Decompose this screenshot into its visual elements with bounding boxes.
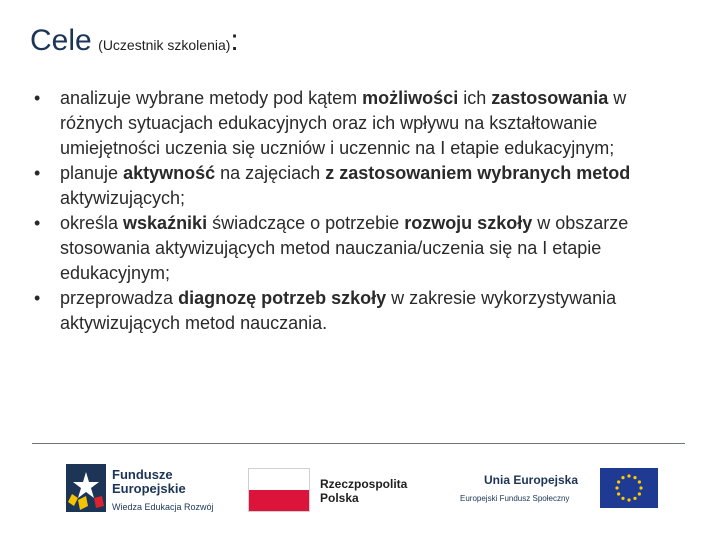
goal-item (34, 86, 674, 161)
goal-emphasis: możliwości (362, 88, 459, 108)
eu-star (633, 497, 636, 500)
unia-europejska-logo (458, 468, 662, 516)
goal-text: ich (458, 88, 492, 108)
eu-star (617, 492, 620, 495)
eu-star (638, 480, 641, 483)
goal-emphasis: aktywność (123, 163, 216, 183)
eu-star (621, 476, 624, 479)
rp-name (320, 477, 407, 505)
eu-star (633, 476, 636, 479)
goal-emphasis: wskaźniki (123, 213, 208, 233)
goal-text: na zajęciach (215, 163, 326, 183)
title-subtitle: (Uczestnik szkolenia) (98, 37, 231, 53)
goal-text: określa (60, 213, 124, 233)
goal-text: przeprowadza (60, 288, 179, 308)
goal-emphasis: zastosowania (491, 88, 609, 108)
fe-line2: Europejskie (112, 481, 186, 496)
ue-title: Unia Europejska (484, 473, 579, 487)
fe-subtitle: Wiedza Edukacja Rozwój (112, 502, 214, 512)
eu-flag-icon (600, 468, 658, 508)
rp-line2: Polska (320, 491, 359, 505)
goal-emphasis: diagnozę potrzeb szkoły (178, 288, 387, 308)
slide-title (30, 24, 239, 58)
title-main: Cele (30, 24, 92, 57)
goal-text: planuje (60, 163, 124, 183)
eu-star (638, 492, 641, 495)
footer-divider (32, 443, 685, 444)
goal-text: aktywizujących; (60, 188, 186, 208)
goal-text: w zakresie wykorzystywania aktywizujących metod nauczania. (60, 288, 617, 333)
goal-text: w obszarze stosowania aktywizujących metod nauczania/uczenia się na I etapie edukacyjnym; (60, 213, 629, 283)
goal-emphasis: rozwoju szkoły (404, 213, 533, 233)
rp-line1: Rzeczpospolita (320, 477, 408, 491)
fe-name (112, 468, 186, 496)
eu-star (639, 486, 642, 489)
fe-star-icon (64, 462, 108, 514)
fundusze-europejskie-logo (64, 462, 224, 518)
rzeczpospolita-polska-logo (248, 468, 438, 514)
polish-flag-icon (248, 468, 310, 512)
goal-item (34, 286, 674, 336)
goals-list (34, 86, 674, 336)
goal-text: analizuje wybrane metody pod kątem (60, 88, 363, 108)
eu-star (617, 480, 620, 483)
ue-subtitle: Europejski Fundusz Społeczny (460, 494, 570, 503)
eu-star (615, 486, 618, 489)
goal-emphasis: z zastosowaniem wybranych metod (325, 163, 631, 183)
eu-star (627, 498, 630, 501)
goal-text: świadczące o potrzebie (207, 213, 405, 233)
eu-star (627, 474, 630, 477)
fe-line1: Fundusze (112, 467, 173, 482)
title-colon: : (230, 24, 239, 57)
eu-star (621, 497, 624, 500)
goal-item (34, 161, 674, 211)
goal-item (34, 211, 674, 286)
goal-text: w różnych sytuacjach edukacyjnych oraz ich wpływu na kształtowanie umiejętności uczenia się uczniów i uczennic na I etapie edukacyjnym; (60, 88, 627, 158)
